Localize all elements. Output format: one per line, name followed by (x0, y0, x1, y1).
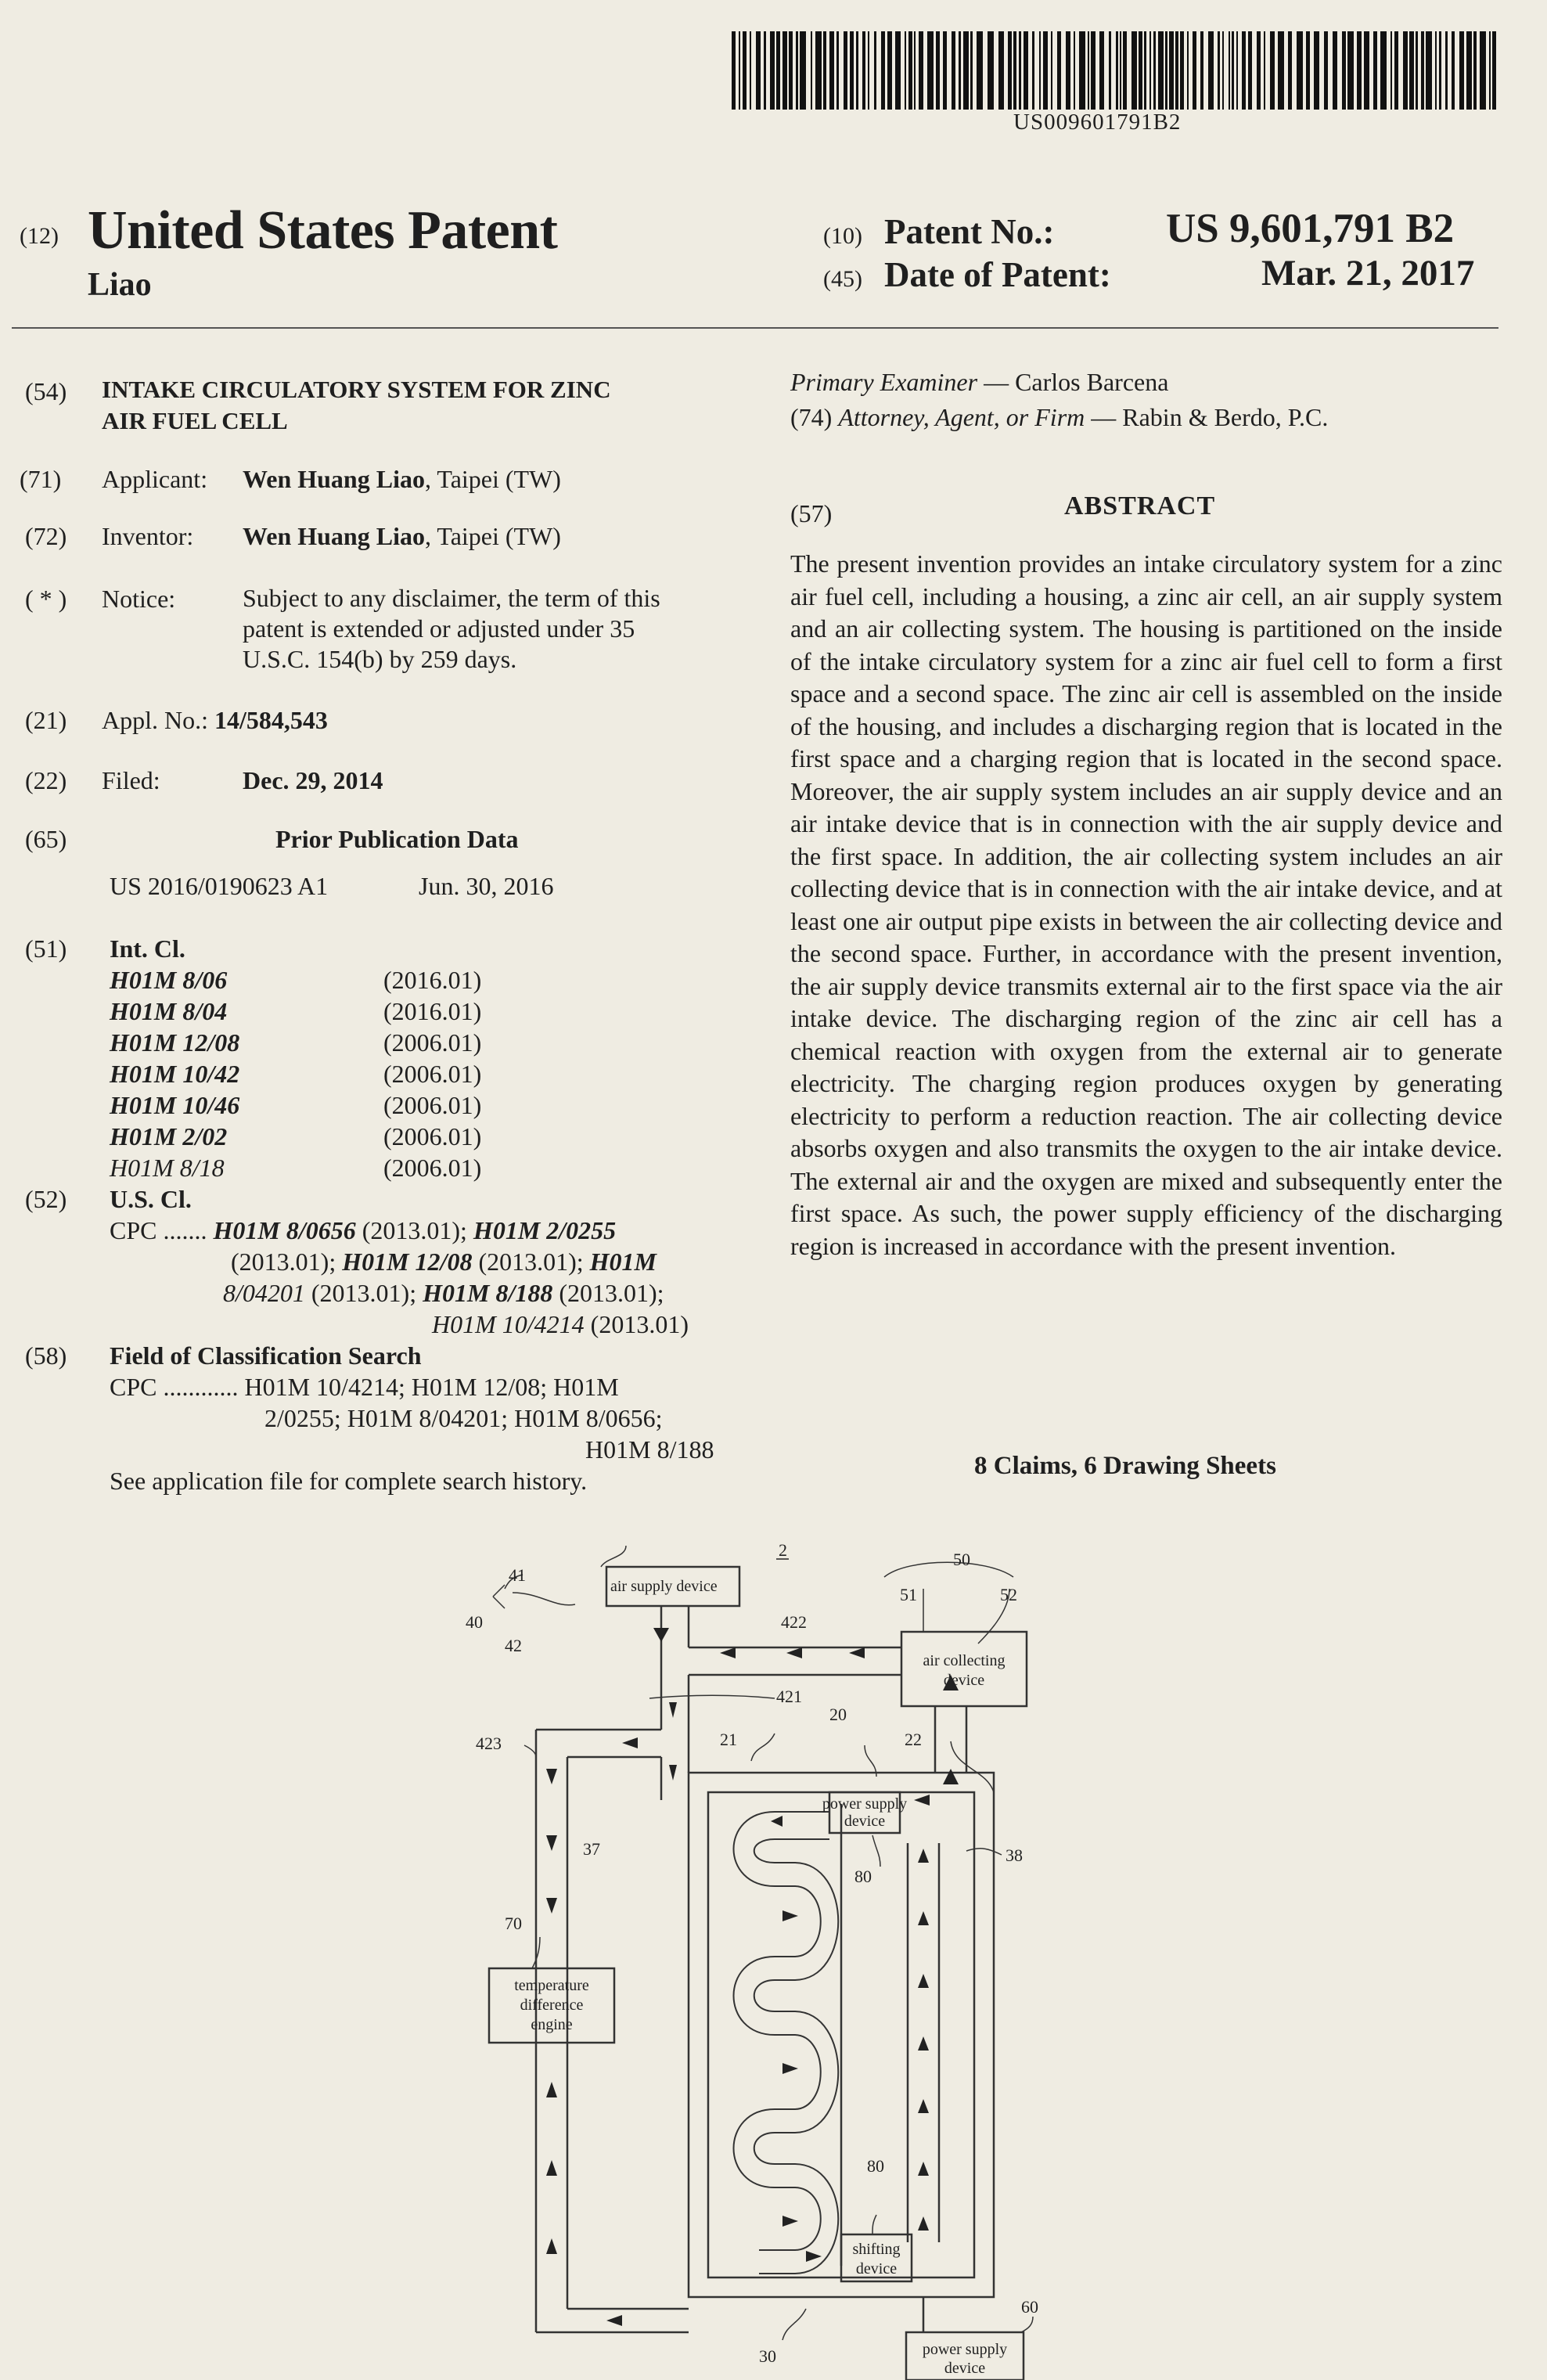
prior-pub-date: Jun. 30, 2016 (419, 872, 554, 900)
barcode-bar (1421, 31, 1424, 110)
barcode-bar (1394, 31, 1398, 110)
barcode-bar (844, 31, 847, 110)
barcode-bar (1380, 31, 1387, 110)
barcode-bar (1489, 31, 1491, 110)
barcode-bar (1242, 31, 1246, 110)
code-72: (72) (25, 522, 67, 550)
barcode-bar (1229, 31, 1230, 110)
barcode-bar (1123, 31, 1127, 110)
ref-42: 42 (505, 1636, 522, 1655)
barcode-bar (1439, 31, 1441, 110)
int-cl-class: H01M 12/08 (110, 1028, 240, 1057)
prior-pub-number: US 2016/0190623 A1 (110, 872, 329, 900)
applicant-name: Wen Huang Liao (243, 465, 425, 493)
barcode-bar (1139, 31, 1142, 110)
code-22: (22) (25, 766, 67, 794)
figure-number: 2 (779, 1540, 787, 1560)
int-cl-heading: Int. Cl. (110, 934, 185, 963)
int-cl-class: H01M 10/46 (110, 1091, 240, 1119)
field-search-heading: Field of Classification Search (110, 1341, 422, 1370)
power-supply-bottom-label-1: power supply (922, 2341, 1008, 2358)
flow-arrows (546, 1628, 959, 2326)
int-cl-class: H01M 10/42 (110, 1060, 240, 1088)
temp-engine-label-1: temperature (514, 1977, 589, 1994)
ref-40: 40 (466, 1612, 483, 1632)
inventor-name: Wen Huang Liao (243, 522, 425, 550)
barcode-bar (1218, 31, 1220, 110)
code-74: (74) (790, 403, 833, 431)
barcode-bar (1109, 31, 1111, 110)
applicant-label: Applicant: (102, 465, 208, 493)
barcode-bar (1257, 31, 1261, 110)
barcode-bar (895, 31, 901, 110)
applicant (243, 463, 561, 495)
attorney (790, 403, 1328, 432)
barcode-bar (743, 31, 747, 110)
patent-number: US 9,601,791 B2 (1166, 206, 1455, 251)
power-supply-bottom-label-2: device (944, 2360, 986, 2377)
shifting-label-1: shifting (852, 2241, 901, 2258)
barcode-bar (1153, 31, 1156, 110)
patent-date: Mar. 21, 2017 (1261, 253, 1475, 293)
barcode-bar (1144, 31, 1146, 110)
int-cl-version: (2006.01) (383, 1091, 482, 1119)
barcode-bar (1403, 31, 1408, 110)
power-supply-top-label-2: device (844, 1813, 886, 1830)
appl-no (102, 704, 328, 736)
barcode-bar (905, 31, 906, 110)
code-21: (21) (25, 706, 67, 734)
air-collecting-label-2: device (943, 1672, 985, 1689)
temp-engine-label-2: difference (520, 1997, 584, 2014)
barcode-bar (1445, 31, 1448, 110)
ref-80-top: 80 (854, 1867, 872, 1886)
barcode-bar (1193, 31, 1196, 110)
barcode-bar (829, 31, 834, 110)
ref-52: 52 (1000, 1585, 1017, 1604)
int-cl-version: (2006.01) (383, 1060, 482, 1088)
barcode-bar (1019, 31, 1021, 110)
ref-51: 51 (900, 1585, 917, 1604)
barcode-bar (927, 31, 934, 110)
abstract-text: The present invention provides an intake circulatory system for a zinc air fuel cell, including a housing, a zinc air cell, an air supply system and an air collecting system. The housing is partitioned on the inside of the intake circulatory system for a zinc air fuel cell to form a first space and a second space. The zinc air cell is assembled on the inside of the housing, and includes a discharging region that is located in the first space and a charging region that is located in the second space. Moreover, the air supply system includes an air supply device and an air intake device that is in connection with the air supply device and the first space. In addition, the air collecting system includes an air collecting device that is in connection with the air intake device, and at least one air output pipe exists in between the air collecting device and the second space. Further, in accordance with the present invention, the air supply device transmits external air to the first space via the air intake device. The discharging region of the zinc air cell has a chemical reaction with oxygen from the external air to generate electricity. The charging region produces oxygen by generating electricity to perform a reduction reaction. The air collecting device absorbs oxygen and also transmits the oxygen to the air intake device. The external air and the oxygen are mixed and subsequently enter the first space. As such, the power supply efficiency of the discharging region is increased in accordance with the present invention. (790, 549, 1502, 1260)
barcode-bar (908, 31, 912, 110)
us-cl-text: (2013.01); (304, 1279, 423, 1307)
barcode-bar (1099, 31, 1104, 110)
barcode-bar (1175, 31, 1178, 110)
field-search-line1: CPC ............ H01M 10/4214; H01M 12/08; H01M (110, 1373, 619, 1401)
us-cl-class: H01M 2/0255 (473, 1216, 617, 1244)
barcode-bar (1459, 31, 1464, 110)
attorney-name: — Rabin & Berdo, P.C. (1085, 403, 1329, 431)
notice-line1: Subject to any disclaimer, the term of this (243, 584, 660, 612)
examiner-name: — Carlos Barcena (977, 368, 1169, 396)
notice-line3: U.S.C. 154(b) by 259 days. (243, 645, 517, 673)
barcode-bar (1051, 31, 1052, 110)
barcode-bar (1074, 31, 1075, 110)
ref-21: 21 (720, 1730, 737, 1749)
barcode-bar (1435, 31, 1437, 110)
appl-no-label: Appl. No.: (102, 706, 208, 734)
barcode-bar (998, 31, 1004, 110)
us-cl-text: (2013.01); (552, 1279, 664, 1307)
barcode-bar (1043, 31, 1048, 110)
inventor-surname: Liao (88, 267, 152, 303)
ref-60: 60 (1021, 2297, 1038, 2317)
shifting-label-2: device (855, 2260, 898, 2277)
examiner-label: Primary Examiner (790, 368, 978, 396)
patent-no-label: Patent No.: (884, 212, 1055, 251)
prior-pub-heading: Prior Publication Data (275, 825, 519, 853)
ref-22: 22 (905, 1730, 922, 1749)
ref-41: 41 (509, 1565, 526, 1585)
barcode-bar (1492, 31, 1496, 110)
barcode-bar (811, 31, 812, 110)
notice-label: Notice: (102, 585, 176, 613)
barcode (732, 31, 1498, 110)
barcode-bar (1200, 31, 1203, 110)
int-cl-class: H01M 8/04 (110, 997, 228, 1025)
ref-50: 50 (953, 1550, 970, 1569)
barcode-bar (887, 31, 892, 110)
ref-423: 423 (476, 1734, 502, 1753)
int-cl-version: (2006.01) (383, 1028, 482, 1057)
air-supply-label: air supply device (610, 1578, 718, 1595)
int-cl-class: H01M 8/18 (110, 1154, 225, 1182)
code-57: (57) (790, 499, 833, 527)
code-58: (58) (25, 1341, 67, 1370)
us-cl-class: H01M 12/08 (342, 1248, 473, 1276)
int-cl-version: (2006.01) (383, 1122, 482, 1150)
us-cl-text: (2013.01); (472, 1248, 590, 1276)
barcode-bar (750, 31, 751, 110)
barcode-bar (963, 31, 969, 110)
barcode-bar (1079, 31, 1085, 110)
us-cl-class: H01M 8/0656 (213, 1216, 356, 1244)
barcode-bar (1066, 31, 1070, 110)
field-search-note: See application file for complete search history. (110, 1467, 588, 1495)
barcode-bar (836, 31, 839, 110)
int-cl-version: (2016.01) (383, 997, 482, 1025)
int-cl-class: H01M 8/06 (110, 966, 228, 994)
code-10: (10) (823, 223, 862, 249)
barcode-bar (1264, 31, 1265, 110)
barcode-bar (739, 31, 740, 110)
int-cl-class: H01M 2/02 (110, 1122, 228, 1150)
int-cl-version: (2006.01) (383, 1154, 482, 1182)
barcode-bar (1057, 31, 1061, 110)
filed-label: Filed: (102, 766, 160, 794)
barcode-bar (1158, 31, 1164, 110)
ref-30: 30 (759, 2346, 776, 2366)
barcode-bar (1409, 31, 1414, 110)
barcode-bar (764, 31, 766, 110)
barcode-bar (1165, 31, 1167, 110)
us-cl-text: (2013.01); (355, 1216, 473, 1244)
us-cl-line1 (110, 1215, 616, 1246)
barcode-bar (1232, 31, 1234, 110)
ref-422: 422 (781, 1612, 807, 1632)
ref-37: 37 (583, 1839, 600, 1859)
ref-38: 38 (1006, 1845, 1023, 1865)
filed-date: Dec. 29, 2014 (243, 766, 383, 794)
barcode-bar (959, 31, 961, 110)
inventor (243, 520, 561, 552)
barcode-bar (1032, 31, 1034, 110)
barcode-bar (943, 31, 947, 110)
int-cl-version: (2016.01) (383, 966, 482, 994)
code-52: (52) (25, 1185, 67, 1213)
barcode-bar (874, 31, 876, 110)
barcode-bar (868, 31, 869, 110)
notice-text (243, 583, 660, 675)
us-cl-cpc: CPC ....... (110, 1216, 207, 1244)
attorney-label: Attorney, Agent, or Firm (838, 403, 1085, 431)
barcode-bar (1091, 31, 1095, 110)
barcode-bar (1039, 31, 1041, 110)
barcode-bar (776, 31, 780, 110)
invention-title (102, 374, 611, 437)
air-collecting-label-1: air collecting (923, 1652, 1006, 1669)
barcode-bar (1357, 31, 1362, 110)
barcode-bar (789, 31, 793, 110)
barcode-bar (1270, 31, 1275, 110)
primary-examiner (790, 368, 1168, 397)
inventor-place: , Taipei (TW) (424, 522, 561, 550)
patent-figure (438, 1534, 1142, 2380)
barcode-bar (782, 31, 787, 110)
claims-summary: 8 Claims, 6 Drawing Sheets (974, 1452, 1276, 1480)
barcode-bar (1314, 31, 1319, 110)
barcode-bar (1324, 31, 1328, 110)
barcode-bar (977, 31, 983, 110)
barcode-bar (1013, 31, 1016, 110)
barcode-bar (1248, 31, 1252, 110)
barcode-bar (1116, 31, 1118, 110)
us-cl-class: H01M 10/4214 (432, 1310, 585, 1338)
barcode-bar (1466, 31, 1472, 110)
barcode-bar (881, 31, 885, 110)
code-71: (71) (20, 465, 62, 493)
code-65: (65) (25, 825, 67, 853)
barcode-bar (1480, 31, 1486, 110)
power-supply-top-label-1: power supply (822, 1795, 908, 1813)
barcode-bar (1180, 31, 1184, 110)
code-notice: ( * ) (25, 585, 67, 613)
us-cl-text: (2013.01) (584, 1310, 689, 1338)
appl-no-value: 14/584,543 (214, 706, 328, 734)
barcode-bar (856, 31, 858, 110)
abstract-heading: ABSTRACT (1064, 491, 1216, 520)
temp-engine-label-3: engine (531, 2016, 573, 2033)
barcode-bar (1426, 31, 1432, 110)
barcode-bar (770, 31, 775, 110)
barcode-bar (1473, 31, 1477, 110)
barcode-bar (1131, 31, 1137, 110)
barcode-bar (1187, 31, 1189, 110)
barcode-bar (988, 31, 994, 110)
barcode-bar (823, 31, 826, 110)
barcode-bar (1306, 31, 1310, 110)
barcode-bar (1364, 31, 1369, 110)
code-45: (45) (823, 266, 862, 292)
barcode-bar (850, 31, 854, 110)
code-54: (54) (25, 377, 67, 405)
barcode-bar (1222, 31, 1224, 110)
barcode-bar (936, 31, 940, 110)
barcode-bar (796, 31, 798, 110)
barcode-bar (1342, 31, 1346, 110)
applicant-place: , Taipei (TW) (424, 465, 561, 493)
header-rule (12, 327, 1498, 329)
barcode-bar (1088, 31, 1089, 110)
code-12: (12) (20, 223, 59, 249)
barcode-bar (1208, 31, 1214, 110)
field-search-line3: H01M 8/188 (585, 1435, 714, 1464)
us-cl-text: (2013.01); (231, 1248, 343, 1276)
barcode-bar (862, 31, 865, 110)
barcode-bar (952, 31, 955, 110)
us-cl-line3 (223, 1277, 664, 1309)
ref-70: 70 (505, 1914, 522, 1933)
barcode-bar (1416, 31, 1418, 110)
us-cl-class: H01M (589, 1248, 657, 1276)
us-cl-heading: U.S. Cl. (110, 1185, 192, 1213)
barcode-bar (815, 31, 822, 110)
us-cl-line2 (231, 1246, 657, 1277)
barcode-bar (732, 31, 736, 110)
date-label: Date of Patent: (884, 255, 1111, 294)
barcode-bar (1024, 31, 1028, 110)
ref-421: 421 (776, 1687, 802, 1706)
code-51: (51) (25, 934, 67, 963)
barcode-bar (1347, 31, 1354, 110)
barcode-bar (1149, 31, 1151, 110)
page-title: United States Patent (88, 200, 558, 261)
barcode-bar (756, 31, 761, 110)
us-cl-line4 (432, 1309, 689, 1340)
invention-title-line1: INTAKE CIRCULATORY SYSTEM FOR ZINC (102, 376, 611, 403)
barcode-bar (914, 31, 916, 110)
notice-line2: patent is extended or adjusted under 35 (243, 614, 635, 643)
barcode-bar (919, 31, 923, 110)
barcode-bar (800, 31, 806, 110)
barcode-bar (1236, 31, 1238, 110)
inventor-label: Inventor: (102, 522, 194, 550)
barcode-bar (1297, 31, 1303, 110)
barcode-bar (1169, 31, 1174, 110)
barcode-number: US009601791B2 (1013, 110, 1182, 135)
barcode-bar (1120, 31, 1121, 110)
ref-80-bottom: 80 (867, 2156, 884, 2176)
barcode-bar (1391, 31, 1392, 110)
barcode-bar (1278, 31, 1284, 110)
barcode-bar (1373, 31, 1377, 110)
invention-title-line2: AIR FUEL CELL (102, 407, 288, 434)
barcode-bar (1008, 31, 1012, 110)
barcode-bar (1288, 31, 1292, 110)
us-cl-class: H01M 8/188 (423, 1279, 553, 1307)
ref-20: 20 (829, 1705, 847, 1724)
barcode-bar (1452, 31, 1455, 110)
barcode-bar (970, 31, 973, 110)
us-cl-class: 8/04201 (223, 1279, 305, 1307)
barcode-bar (1333, 31, 1337, 110)
field-search-line2: 2/0255; H01M 8/04201; H01M 8/0656; (264, 1404, 663, 1432)
